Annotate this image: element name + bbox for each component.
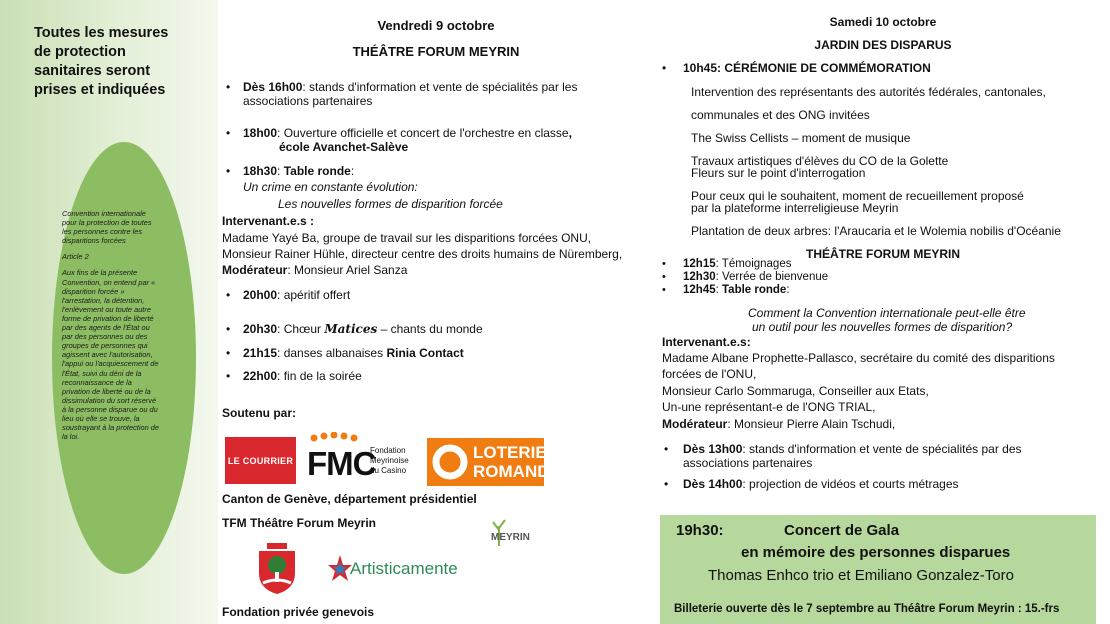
friday-item-1	[243, 80, 623, 108]
time: 20h30	[243, 322, 278, 336]
text: :	[277, 164, 284, 178]
ceremony-item: Plantation de deux arbres: l'Araucaria et le Wolemia nobilis d'Océanie	[691, 224, 1061, 238]
left-panel	[0, 0, 218, 624]
text: :	[350, 164, 355, 178]
speaker: Monsieur Rainer Hühle, directeur centre des droits humains de Nüremberg,	[222, 247, 623, 261]
fmc-sub	[370, 446, 409, 476]
choir-name: Matices	[324, 322, 378, 336]
time: Dès 14h00	[683, 477, 743, 491]
bullet: •	[226, 164, 231, 178]
label: : CÉRÉMONIE DE COMMÉMORATION	[717, 61, 931, 75]
label: Table ronde	[283, 164, 351, 178]
text: : stands d'information et vente de spécialités par les	[302, 80, 578, 94]
text: Fondation	[370, 446, 406, 455]
saturday-item	[683, 284, 790, 297]
time: Dès 13h00	[683, 442, 743, 456]
label: Table ronde	[722, 284, 787, 296]
bullet: •	[226, 322, 231, 336]
text: : Monsieur Pierre Alain Tschudi,	[727, 417, 896, 431]
bullet: •	[226, 80, 231, 94]
artisticamente-logo	[328, 552, 478, 586]
text: : projection de vidéos et courts métrages	[742, 477, 959, 491]
tfm: TFM Théâtre Forum Meyrin	[222, 516, 377, 530]
text: :	[715, 284, 722, 296]
bullet: •	[226, 126, 231, 140]
convention-article-text: Aux fins de la présente Convention, on entend par « disparition forcée » l'arrestation, la détention, l'enlèvement ou toute autre forme de privation de liberté par des agents de l'État ou par des personnes ou des groupes de personnes qui agissent avec l'autorisation, l'appui ou l'acquiescement de l'État, suivi du déni de la reconnaissance de la privation de liberté ou de la dissimulation du sort réservé à la personne disparue ou du lieu où elle se trouve, la soustrayant à la protection de la loi.	[62, 268, 159, 442]
gala-artists: Thomas Enhco trio et Emiliano Gonzalez-Toro	[708, 567, 1014, 584]
speaker: Un-une représentant-e de l'ONG TRIAL,	[662, 400, 876, 414]
text: :	[718, 522, 724, 539]
ceremony-item: Intervention des représentants des autorités fédérales, cantonales,	[691, 85, 1046, 99]
gala-title-1: Concert de Gala	[784, 522, 900, 539]
gala-title-2: en mémoire des personnes disparues	[741, 544, 1011, 561]
text: – chants du monde	[377, 322, 483, 336]
loterie-romande-logo	[427, 438, 561, 486]
speaker: Madame Albane Prophette-Pallasco, secrétaire du comité des disparitions	[662, 351, 1055, 365]
fmc-text: FMC	[307, 445, 376, 482]
bullet: •	[664, 477, 669, 491]
bullet: •	[664, 442, 669, 456]
saturday-item	[683, 271, 828, 284]
question-2: un outil pour les nouvelles formes de disparition?	[752, 320, 1013, 334]
time: 22h00	[243, 369, 278, 383]
saturday-moderator	[662, 417, 895, 431]
coat-of-arms-icon	[257, 543, 297, 595]
text: associations partenaires	[243, 94, 373, 108]
bullet: •	[662, 271, 666, 283]
ceremony-item: communales et des ONG invitées	[691, 108, 870, 122]
text: : Verrée de bienvenue	[715, 271, 829, 283]
star-icon	[328, 554, 352, 584]
label: Modérateur	[662, 417, 728, 431]
ceremony-item: Travaux artistiques d'élèves du CO de la Golette	[691, 154, 949, 168]
sanitary-notice: Toutes les mesures de protection sanitaires seront prises et indiquées	[34, 25, 169, 98]
bullet: •	[226, 369, 231, 383]
ceremony-item: Fleurs sur le point d'interrogation	[691, 166, 866, 180]
bullet: •	[226, 288, 231, 302]
meyrin-logo	[485, 516, 540, 564]
text: : apéritif offert	[277, 288, 351, 302]
time: 12h15	[683, 258, 716, 270]
ceremony	[683, 61, 931, 75]
time: 18h30	[243, 164, 278, 178]
speaker: Madame Yayé Ba, groupe de travail sur les disparitions forcées ONU,	[222, 231, 592, 245]
school-name: école Avanchet-Salève	[279, 140, 409, 154]
saturday-item	[683, 258, 791, 271]
speaker: Monsieur Carlo Sommaruga, Conseiller aux Etats,	[662, 384, 929, 398]
convention-article: Article 2	[62, 252, 89, 262]
time: 19h30	[676, 522, 719, 539]
time: 12h45	[683, 284, 716, 296]
ceremony-item: par la plateforme interreligieuse Meyrin	[691, 201, 899, 215]
artisticamente-text: Artisticamente	[350, 559, 458, 578]
bullet: •	[662, 61, 667, 75]
moderator	[222, 263, 407, 277]
time: 12h30	[683, 271, 716, 283]
bullet: •	[662, 258, 666, 270]
meyrin-text: MEYRIN	[491, 532, 530, 543]
bullet: •	[662, 284, 666, 296]
roundtable-subtitle-1: Un crime en constante évolution:	[243, 180, 418, 194]
saturday-item	[683, 442, 1083, 470]
friday-item-6	[243, 346, 464, 360]
ceremony-item: The Swiss Cellists – moment de musique	[691, 131, 911, 145]
text: : Témoignages	[715, 258, 792, 270]
text: Meyrinoise	[370, 456, 409, 465]
speaker: forcées de l'ONU,	[662, 367, 757, 381]
text: associations partenaires	[683, 456, 813, 470]
roundtable-subtitle-2: Les nouvelles formes de disparition forcée	[278, 197, 503, 211]
loterie-text-2: ROMANDE	[473, 462, 561, 481]
friday-item-3	[243, 164, 643, 178]
text: : stands d'information et vente de spécialités par des	[742, 442, 1022, 456]
canton-geneve: Canton de Genève, département présidentiel	[222, 492, 477, 506]
text: : danses albanaises	[277, 346, 387, 360]
ceremony-item: Pour ceux qui le souhaitent, moment de recueillement proposé	[691, 189, 1024, 203]
gala-time	[676, 522, 724, 539]
text: : fin de la soirée	[277, 369, 362, 383]
le-courrier-logo: LE COURRIER	[225, 437, 296, 484]
time: 10h45	[683, 61, 718, 75]
jardin-title: JARDIN DES DISPARUS	[814, 38, 952, 52]
text: : Ouverture officielle et concert de l'orchestre en classe	[277, 126, 569, 140]
time: 20h00	[243, 288, 278, 302]
saturday-item	[683, 477, 959, 491]
question-1: Comment la Convention internationale peut-elle être	[748, 306, 1026, 320]
convention-title: Convention internationale pour la protection de toutes les personnes contre les disparitions forcées	[62, 209, 152, 246]
gala-box	[660, 515, 1096, 624]
loterie-ring-icon	[431, 443, 469, 481]
saturday-venue: THÉÂTRE FORUM MEYRIN	[806, 247, 960, 261]
time: 21h15	[243, 346, 278, 360]
text: du Casino	[370, 466, 407, 475]
fondation-privee: Fondation privée genevois	[222, 605, 375, 619]
convention-text	[62, 209, 160, 448]
fmc-logo	[306, 432, 416, 488]
speakers-label: Intervenant.e.s :	[222, 214, 315, 228]
bullet: •	[226, 346, 231, 360]
saturday-date: Samedi 10 octobre	[829, 15, 937, 29]
text: : Monsieur Ariel Sanza	[287, 263, 408, 277]
group-name: Rinia Contact	[386, 346, 464, 360]
saturday-speakers-label: Intervenant.e.s:	[662, 335, 751, 349]
gala-tickets: Billeterie ouverte dès le 7 septembre au Théâtre Forum Meyrin : 15.-frs	[674, 603, 1060, 615]
friday-item-2	[243, 126, 643, 154]
text: : Chœur	[277, 322, 325, 336]
friday-item-7	[243, 369, 362, 383]
friday-venue: THÉÂTRE FORUM MEYRIN	[352, 44, 520, 59]
supported-by: Soutenu par:	[222, 406, 296, 420]
friday-date: Vendredi 9 octobre	[377, 18, 495, 33]
time: 18h00	[243, 126, 278, 140]
time: Dès 16h00	[243, 80, 303, 94]
friday-item-5	[243, 322, 483, 336]
friday-item-4	[243, 288, 350, 302]
text: :	[786, 284, 790, 296]
label: Modérateur	[222, 263, 288, 277]
loterie-text-1: LOTERIE	[473, 443, 547, 462]
text: ,	[568, 126, 572, 140]
